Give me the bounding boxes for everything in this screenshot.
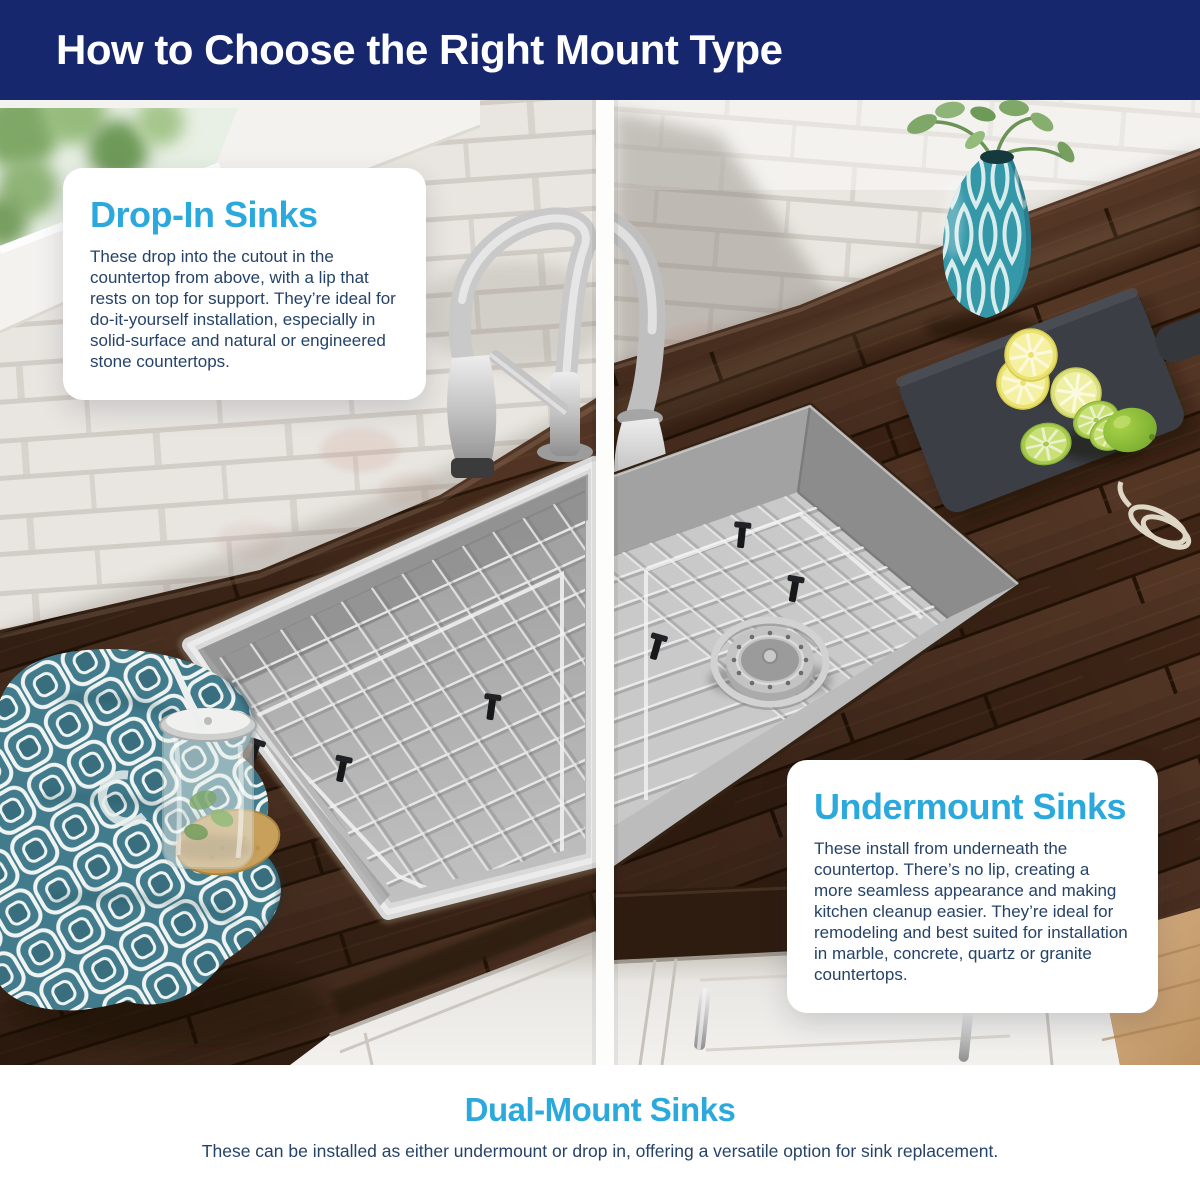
- drop-in-card-body: These drop into the cutout in the countertop from above, with a lip that rests on top for support. They’re ideal for do-it-yourself installation, especially in solid-surface and natural or engineered stone countertops.: [90, 247, 396, 371]
- page-title: How to Choose the Right Mount Type: [56, 26, 783, 73]
- undermount-card-title: Undermount Sinks: [814, 786, 1127, 827]
- header-bar: [0, 0, 1200, 100]
- faucet-spray-head: [447, 355, 496, 468]
- drain-strainer: [708, 620, 832, 708]
- kitchen-photo: [0, 100, 1200, 1065]
- footer-title: Dual-Mount Sinks: [464, 1091, 736, 1128]
- undermount-card: [787, 760, 1158, 1013]
- footer-section: [0, 1065, 1200, 1200]
- footer-body: These can be installed as either undermount or drop in, offering a versatile option for sink replacement.: [201, 1141, 999, 1161]
- undermount-card-body: These install from underneath the countertop. There’s no lip, creating a more seamless appearance and making kitchen cleanup easier. They’re ideal for remodeling and best suited for installation in marble, concrete, quartz or granite countertops.: [814, 839, 1128, 984]
- divider-bar: [592, 100, 618, 1065]
- drop-in-card: [63, 168, 426, 400]
- drop-in-card-title: Drop-In Sinks: [90, 194, 318, 235]
